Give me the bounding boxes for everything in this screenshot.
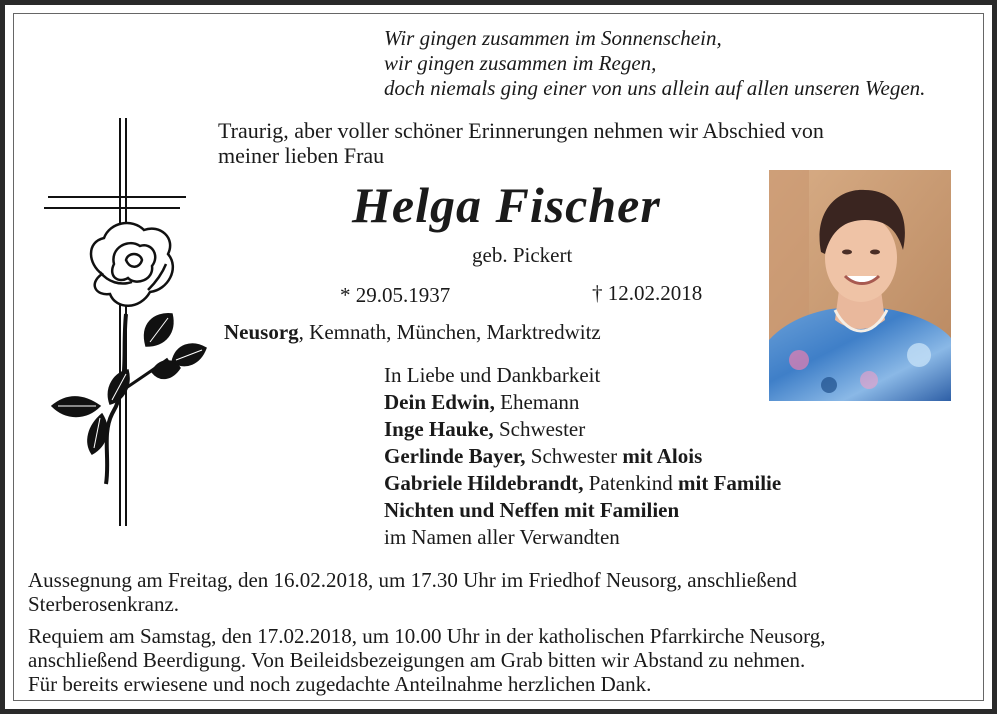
mourners-opening: In Liebe und Dankbarkeit [384, 363, 601, 387]
requiem-line-1: Requiem am Samstag, den 17.02.2018, um 10.00 Uhr in der katholischen Pfarrkirche Neusorg, [28, 624, 826, 648]
deceased-name: Helga Fischer [352, 177, 661, 233]
mourner-name: Inge Hauke, [384, 417, 494, 441]
maiden-name: geb. Pickert [472, 243, 573, 267]
places [224, 320, 601, 345]
poem-line-3: doch niemals ging einer von uns allein auf allen unseren Wegen. [384, 76, 926, 100]
birth-date: * 29.05.1937 [340, 283, 451, 307]
mourner-name: Nichten und Neffen mit Familien [384, 498, 680, 522]
mourner-entry [384, 416, 781, 443]
mourner-name: Gabriele Hildebrandt, [384, 471, 584, 495]
intro-line-1: Traurig, aber voller schöner Erinnerungen nehmen wir Abschied von [218, 118, 824, 143]
blessing-notice [28, 568, 797, 616]
mourner-relation: Ehemann [494, 390, 580, 414]
blessing-line-2: Sterberosenkranz. [28, 592, 180, 616]
poem-line-1: Wir gingen zusammen im Sonnenschein, [384, 26, 722, 50]
mourners-list [384, 362, 781, 551]
mourner-name: Dein Edwin, [384, 390, 495, 414]
blessing-line-1: Aussegnung am Freitag, den 16.02.2018, um 17.30 Uhr im Friedhof Neusorg, anschließend [28, 568, 797, 592]
poem-line-2: wir gingen zusammen im Regen, [384, 51, 657, 75]
poem [384, 26, 925, 101]
mourner-entry [384, 497, 781, 524]
places-primary: Neusorg [224, 320, 299, 344]
mourner-relation: Schwester [525, 444, 623, 468]
mourners-closing: im Namen aller Verwandten [384, 525, 620, 549]
requiem-line-2: anschließend Beerdigung. Von Beileidsbezeigungen am Grab bitten wir Abstand zu nehmen. [28, 648, 806, 672]
intro-line-2: meiner lieben Frau [218, 143, 385, 168]
mourner-relation: Schwester [493, 417, 586, 441]
mourner-extra: mit Familie [678, 471, 782, 495]
requiem-line-3: Für bereits erwiesene und noch zugedachte Anteilnahme herzlichen Dank. [28, 672, 652, 696]
requiem-notice [28, 624, 825, 696]
places-rest: , Kemnath, München, Marktredwitz [298, 320, 601, 344]
mourner-name: Gerlinde Bayer, [384, 444, 526, 468]
cross-with-rose-icon [40, 114, 210, 530]
intro-text [218, 118, 824, 168]
mourner-relation: Patenkind [583, 471, 678, 495]
mourner-entry [384, 443, 781, 470]
mourner-entry [384, 470, 781, 497]
mourner-entry [384, 389, 781, 416]
mourner-extra: mit Alois [622, 444, 703, 468]
portrait-photo [769, 170, 951, 401]
death-date: † 12.02.2018 [592, 281, 703, 305]
portrait-image [769, 170, 951, 401]
